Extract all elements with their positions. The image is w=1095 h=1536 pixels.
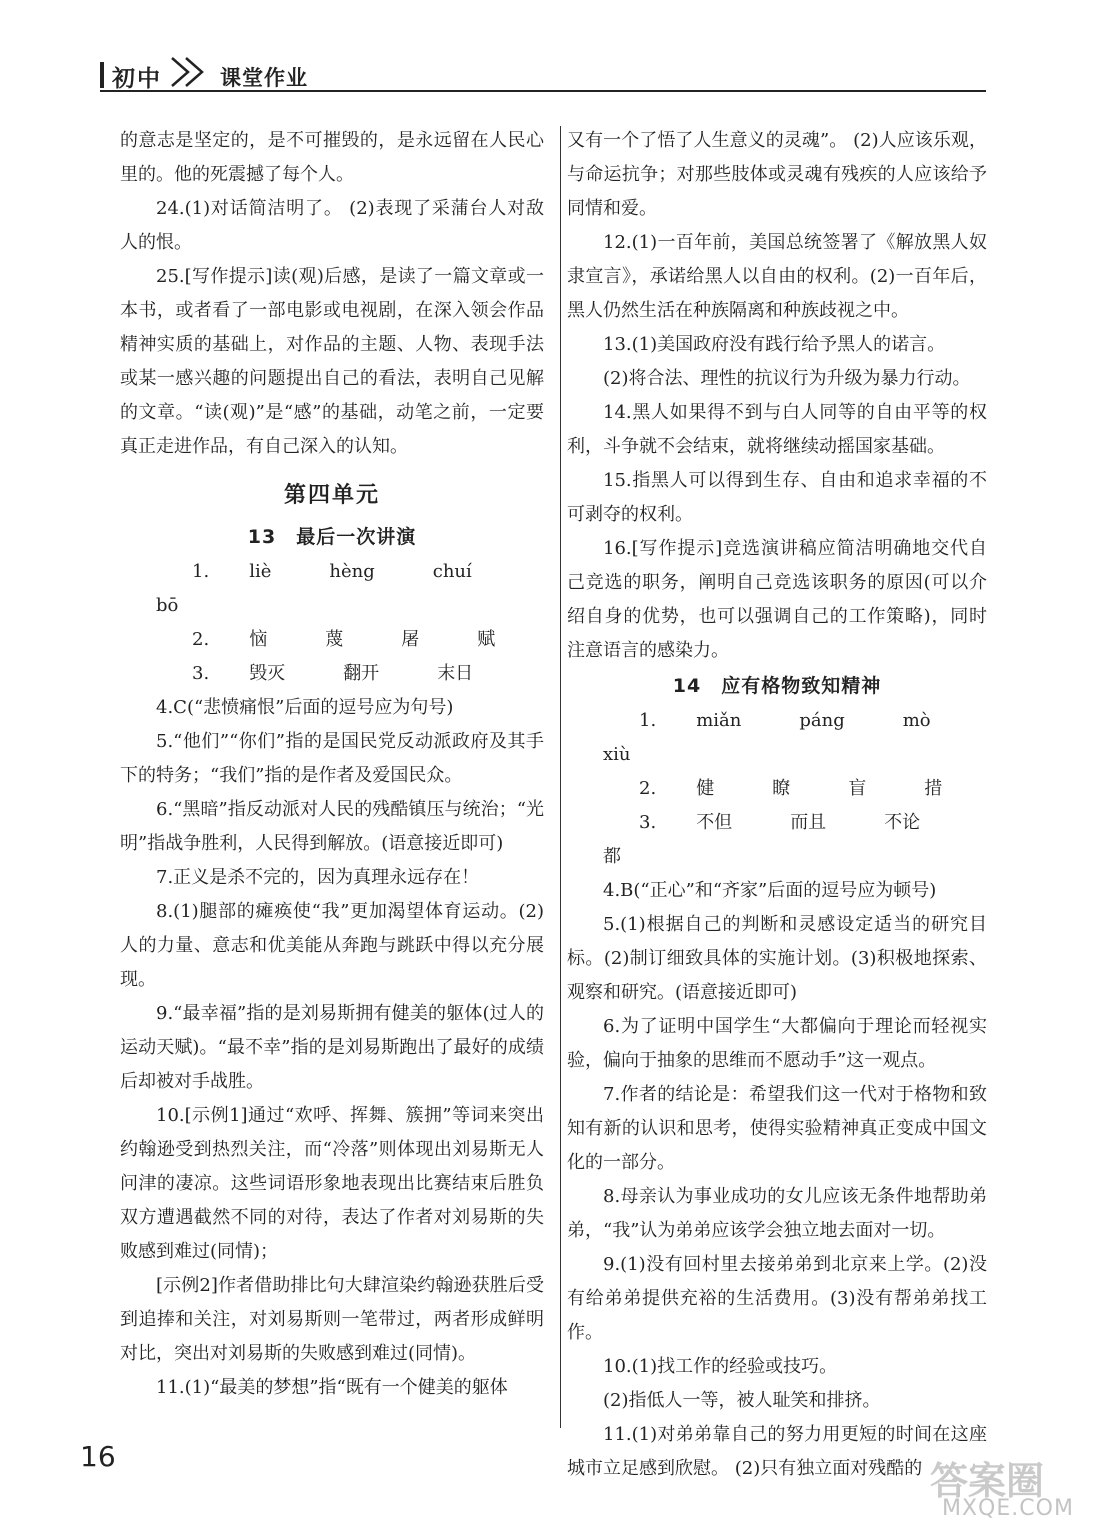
- answer-paragraph: 又有一个了悟了人生意义的灵魂”。 (2)人应该乐观，与命运抗争；对那些肢体或灵魂有残疾的人应该给予同情和爱。: [567, 130, 987, 219]
- double-chevron-icon: [168, 54, 212, 90]
- answer-paragraph: 4.B(“正心”和“齐家”后面的逗号应为顿号): [603, 880, 937, 901]
- question-number: 3.: [192, 663, 210, 684]
- word-answer-row: [120, 657, 544, 691]
- watermark-logo: [920, 1448, 1090, 1530]
- answer-paragraph: 25.[写作提示]读(观)后感，是读了一篇文章或一本书，或者看了一部电影或电视剧，在深入领会作品精神实质的基础上，对作品的主题、人物、表现手法或某一感兴趣的问题提出自己的看法，表明自己见解的文章。“读(观)”是“感”的基础，动笔之前，一定要真正走进作品，有自己深入的认知。: [120, 266, 544, 457]
- answer-paragraph: 10.[示例1]通过“欢呼、挥舞、簇拥”等词来突出约翰逊受到热烈关注，而“冷落”则体现出刘易斯无人问津的凄凉。这些词语形象地表现出比赛结束后胜负双方遭遇截然不同的对待，表达了作者对刘易斯的失败感到难过(同情)；: [120, 1105, 544, 1262]
- answer-word: 翻开: [343, 663, 380, 684]
- lesson-13-word-answers: [120, 555, 544, 691]
- answer-paragraph: 4.C(“悲愤痛恨”后面的逗号应为句号): [156, 697, 454, 718]
- question-number: 2.: [192, 629, 210, 650]
- answer-word: chuí: [432, 561, 472, 582]
- left-top-paragraphs: [120, 124, 544, 464]
- answer-paragraph: 5.“他们”“你们”指的是国民党反动派政府及其手下的特务；“我们”指的是作者及爱国民众。: [120, 731, 544, 786]
- answer-word: 不论: [884, 812, 921, 833]
- answer-word: 而且: [790, 812, 827, 833]
- answer-word: 都: [603, 846, 621, 867]
- page-header: [100, 52, 986, 92]
- answer-word: 蔑: [325, 629, 344, 650]
- answer-word: 赋: [477, 629, 496, 650]
- column-divider: [560, 126, 561, 1428]
- answer-paragraph: 的意志是坚定的，是不可摧毁的，是永远留在人民心里的。他的死震撼了每个人。: [120, 130, 544, 185]
- word-answer-row: [567, 772, 987, 806]
- question-number: 1.: [639, 710, 657, 731]
- answer-word: 末日: [437, 663, 474, 684]
- answer-paragraph: 8.母亲认为事业成功的女儿应该无条件地帮助弟弟，“我”认为弟弟应该学会独立地去面对一切。: [567, 1186, 987, 1241]
- question-number: 1.: [192, 561, 210, 582]
- answer-paragraph: 6.“黑暗”指反动派对人民的残酷镇压与统治；“光明”指战争胜利，人民得到解放。(语意接近即可): [120, 799, 544, 854]
- answer-word: 屠: [401, 629, 420, 650]
- answer-paragraph: 12.(1)一百年前，美国总统签署了《解放黑人奴隶宣言》，承诺给黑人以自由的权利。(2)一百年后，黑人仍然生活在种族隔离和种族歧视之中。: [567, 232, 987, 321]
- word-answer-row: [567, 806, 987, 874]
- answer-paragraph: 11.(1)对弟弟靠自己的努力用更短的时间在这座城市立足感到欣慰。 (2)只有独立面对残酷的: [567, 1424, 987, 1479]
- unit-title: 第四单元: [283, 483, 380, 508]
- answer-word: miǎn: [696, 710, 742, 731]
- right-top-paragraphs: [567, 124, 987, 668]
- header-grade-label: 初中: [112, 66, 162, 92]
- answer-word: 措: [924, 778, 943, 799]
- question-number: 2.: [639, 778, 657, 799]
- answer-paragraph: 15.指黑人可以得到生存、自由和追求幸福的不可剥夺的权利。: [567, 470, 987, 525]
- lesson-13-paragraphs: [120, 691, 544, 1405]
- answer-paragraph: 6.为了证明中国学生“大都偏向于理论而轻视实验，偏向于抽象的思维而不愿动手”这一观点。: [567, 1016, 987, 1071]
- answer-word: liè: [249, 561, 272, 582]
- left-column: [120, 124, 544, 1405]
- answer-word: mò: [902, 710, 931, 731]
- answer-paragraph: 24.(1)对话简洁明了。 (2)表现了采蒲台人对敌人的恨。: [120, 198, 544, 253]
- answer-word: 健: [696, 778, 715, 799]
- word-answer-row: [567, 704, 987, 772]
- answer-word: 瞭: [772, 778, 791, 799]
- answer-paragraph: 5.(1)根据自己的判断和灵感设定适当的研究目标。(2)制订细致具体的实施计划。(3)积极地探索、观察和研究。(语意接近即可): [567, 914, 987, 1003]
- question-number: 3.: [639, 812, 657, 833]
- lesson-14-title: 14 应有格物致知精神: [672, 675, 882, 697]
- word-answer-row: [120, 555, 544, 623]
- answer-paragraph: 9.(1)没有回村里去接弟弟到北京来上学。(2)没有给弟弟提供充裕的生活费用。(3)没有帮弟弟找工作。: [567, 1254, 987, 1343]
- answer-paragraph: 7.作者的结论是：希望我们这一代对于格物和致知有新的认识和思考，使得实验精神真正变成中国文化的一部分。: [567, 1084, 987, 1173]
- answer-paragraph: (2)指低人一等，被人耻笑和排挤。: [603, 1390, 881, 1411]
- answer-word: 毁灭: [249, 663, 286, 684]
- answer-paragraph: 10.(1)找工作的经验或技巧。: [603, 1356, 838, 1377]
- answer-paragraph: (2)将合法、理性的抗议行为升级为暴力行动。: [603, 368, 971, 389]
- answer-paragraph: 11.(1)“最美的梦想”指“既有一个健美的躯体: [156, 1377, 508, 1398]
- lesson-14-paragraphs: [567, 874, 987, 1486]
- header-bar: [100, 62, 104, 88]
- answer-word: 不但: [696, 812, 733, 833]
- page-number: 16: [80, 1440, 116, 1473]
- right-column: [567, 124, 987, 1486]
- answer-paragraph: 16.[写作提示]竞选演讲稿应简洁明确地交代自己竞选的职务，阐明自己竞选该职务的原因(可以介绍自身的优势，也可以强调自己的工作策略)，同时注意语言的感染力。: [567, 538, 987, 661]
- answer-word: bō: [156, 595, 179, 616]
- answer-word: 恼: [249, 629, 268, 650]
- answer-paragraph: 14.黑人如果得不到与白人同等的自由平等的权利，斗争就不会结束，就将继续动摇国家基础。: [567, 402, 987, 457]
- answer-paragraph: 9.“最幸福”指的是刘易斯拥有健美的躯体(过人的运动天赋)。“最不幸”指的是刘易斯跑出了最好的成绩后却被对手战胜。: [120, 1003, 544, 1092]
- answer-paragraph: [示例2]作者借助排比句大肆渲染约翰逊获胜后受到追捧和关注，对刘易斯则一笔带过，两者形成鲜明对比，突出对刘易斯的失败感到难过(同情)。: [120, 1275, 544, 1364]
- answer-word: xiù: [603, 744, 631, 765]
- word-answer-row: [120, 623, 544, 657]
- answer-paragraph: 8.(1)腿部的瘫痪使“我”更加渴望体育运动。(2)人的力量、意志和优美能从奔跑与跳跃中得以充分展现。: [120, 901, 544, 990]
- answer-paragraph: 7.正义是杀不完的，因为真理永远存在！: [156, 867, 480, 888]
- header-book-title: 课堂作业: [220, 66, 308, 90]
- answer-word: páng: [799, 710, 845, 731]
- answer-word: hèng: [329, 561, 375, 582]
- lesson-13-title: 13 最后一次讲演: [247, 526, 417, 548]
- answer-paragraph: 13.(1)美国政府没有践行给予黑人的诺言。: [603, 334, 946, 355]
- watermark-url: MXQE.COM: [942, 1496, 1074, 1521]
- watermark-cn: 答案圈: [930, 1459, 1045, 1503]
- lesson-14-word-answers: [567, 704, 987, 874]
- answer-word: 盲: [848, 778, 867, 799]
